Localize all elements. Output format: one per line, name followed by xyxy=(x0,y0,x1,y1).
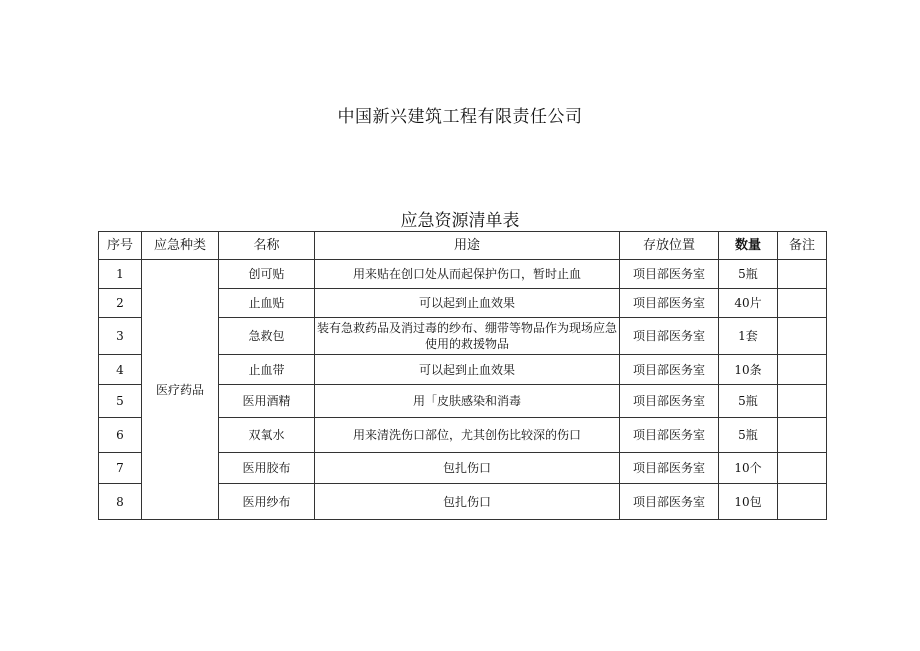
row-name: 双氧水 xyxy=(219,418,315,453)
row-quantity: 5瓶 xyxy=(719,418,778,453)
row-quantity: 1套 xyxy=(719,318,778,355)
category-cell: 医疗药品 xyxy=(142,260,219,520)
row-remark xyxy=(778,355,827,385)
company-name: 中国新兴建筑工程有限责任公司 xyxy=(337,107,583,127)
row-no: 8 xyxy=(99,484,142,520)
row-quantity: 10个 xyxy=(719,453,778,484)
row-no: 2 xyxy=(99,289,142,318)
header-no: 序号 xyxy=(99,232,142,260)
row-location: 项目部医务室 xyxy=(620,260,719,289)
row-location: 项目部医务室 xyxy=(620,484,719,520)
row-name: 医用纱布 xyxy=(219,484,315,520)
row-quantity: 5瓶 xyxy=(719,385,778,418)
row-no: 4 xyxy=(99,355,142,385)
row-remark xyxy=(778,453,827,484)
row-purpose: 包扎伤口 xyxy=(315,484,620,520)
header-quantity: 数量 xyxy=(719,232,778,260)
row-quantity: 10条 xyxy=(719,355,778,385)
row-remark xyxy=(778,289,827,318)
row-location: 项目部医务室 xyxy=(620,418,719,453)
row-name: 止血贴 xyxy=(219,289,315,318)
row-purpose: 装有急救药品及消过毒的纱布、绷带等物品作为现场应急使用的救援物品 xyxy=(315,318,620,355)
row-remark xyxy=(778,385,827,418)
row-remark xyxy=(778,318,827,355)
row-location: 项目部医务室 xyxy=(620,385,719,418)
row-quantity: 10包 xyxy=(719,484,778,520)
row-quantity: 40片 xyxy=(719,289,778,318)
table-row xyxy=(99,260,827,289)
row-no: 1 xyxy=(99,260,142,289)
table-title: 应急资源清单表 xyxy=(400,211,520,231)
row-name: 急救包 xyxy=(219,318,315,355)
row-name: 创可贴 xyxy=(219,260,315,289)
row-no: 6 xyxy=(99,418,142,453)
row-purpose: 用来清洗伤口部位，尤其创伤比较深的伤口 xyxy=(315,418,620,453)
row-location: 项目部医务室 xyxy=(620,453,719,484)
header-row xyxy=(99,232,827,260)
row-no: 3 xyxy=(99,318,142,355)
row-remark xyxy=(778,418,827,453)
row-quantity: 5瓶 xyxy=(719,260,778,289)
row-purpose: 可以起到止血效果 xyxy=(315,289,620,318)
row-no: 7 xyxy=(99,453,142,484)
row-purpose: 用来贴在创口处从而起保护伤口，暂时止血 xyxy=(315,260,620,289)
row-purpose: 包扎伤口 xyxy=(315,453,620,484)
header-name: 名称 xyxy=(219,232,315,260)
row-remark xyxy=(778,484,827,520)
row-purpose: 用「皮肤感染和消毒 xyxy=(315,385,620,418)
row-location: 项目部医务室 xyxy=(620,355,719,385)
emergency-resource-table xyxy=(98,231,827,520)
row-no: 5 xyxy=(99,385,142,418)
row-location: 项目部医务室 xyxy=(620,318,719,355)
header-category: 应急种类 xyxy=(142,232,219,260)
row-purpose: 可以起到止血效果 xyxy=(315,355,620,385)
header-remark: 备注 xyxy=(778,232,827,260)
row-location: 项目部医务室 xyxy=(620,289,719,318)
row-name: 医用酒精 xyxy=(219,385,315,418)
row-remark xyxy=(778,260,827,289)
header-purpose: 用途 xyxy=(315,232,620,260)
row-name: 医用胶布 xyxy=(219,453,315,484)
row-name: 止血带 xyxy=(219,355,315,385)
header-location: 存放位置 xyxy=(620,232,719,260)
